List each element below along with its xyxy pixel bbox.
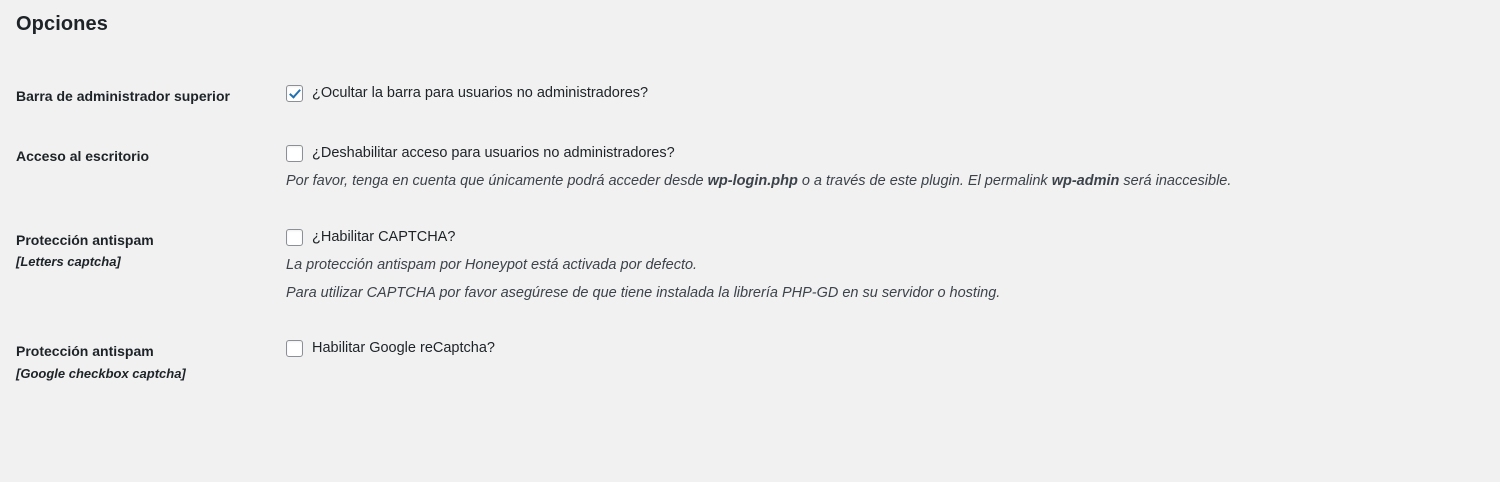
php-gd-description: Para utilizar CAPTCHA por favor asegúrese de que tiene instalada la librería PHP-GD en su servidor o hosting. — [286, 284, 1001, 301]
table-row — [0, 66, 1500, 126]
checkbox-row — [286, 339, 1490, 357]
row-label-dashboard-access — [0, 126, 286, 210]
checkbox-row — [286, 228, 1490, 246]
checkbox-row — [286, 84, 1490, 102]
table-row — [0, 321, 1500, 403]
honeypot-description: La protección antispam por Honeypot está activada por defecto. — [286, 257, 698, 274]
row-label-text: Barra de administrador superior — [16, 88, 230, 104]
row-field-dashboard-access — [286, 126, 1500, 210]
table-row — [0, 210, 1500, 321]
enable-captcha-checkbox[interactable] — [286, 229, 303, 246]
enable-captcha-label[interactable]: ¿Habilitar CAPTCHA? — [312, 228, 456, 245]
disable-dashboard-access-label[interactable]: ¿Deshabilitar acceso para usuarios no administradores? — [312, 145, 675, 162]
table-row — [0, 126, 1500, 210]
options-form-table — [0, 66, 1500, 403]
row-field-antispam-letters — [286, 210, 1500, 321]
enable-google-recaptcha-checkbox[interactable] — [286, 340, 303, 357]
row-label-text: Protección antispam — [16, 231, 154, 248]
row-sublabel-text: [Letters captcha] — [16, 254, 121, 270]
disable-dashboard-access-checkbox[interactable] — [286, 145, 303, 162]
row-label-antispam-letters — [0, 210, 286, 321]
hide-admin-bar-checkbox[interactable] — [286, 85, 303, 102]
row-label-antispam-google — [0, 321, 286, 403]
row-field-antispam-google — [286, 321, 1500, 403]
enable-google-recaptcha-label[interactable]: Habilitar Google reCaptcha? — [312, 340, 495, 357]
row-sublabel-text: [Google checkbox captcha] — [16, 365, 186, 381]
options-form-body — [0, 66, 1500, 403]
row-field-admin-bar — [286, 66, 1500, 126]
hide-admin-bar-label[interactable]: ¿Ocultar la barra para usuarios no administradores? — [312, 85, 649, 101]
dashboard-access-description: Por favor, tenga en cuenta que únicamente podrá acceder desde wp-login.php o a través de este plugin. El permalink wp-admin será inaccesible. — [286, 173, 1232, 190]
row-label-text: Protección antispam — [16, 343, 154, 360]
page-title: Opciones — [16, 13, 108, 35]
checkbox-row — [286, 144, 1490, 162]
row-label-admin-bar — [0, 66, 286, 126]
row-label-text: Acceso al escritorio — [16, 148, 150, 165]
